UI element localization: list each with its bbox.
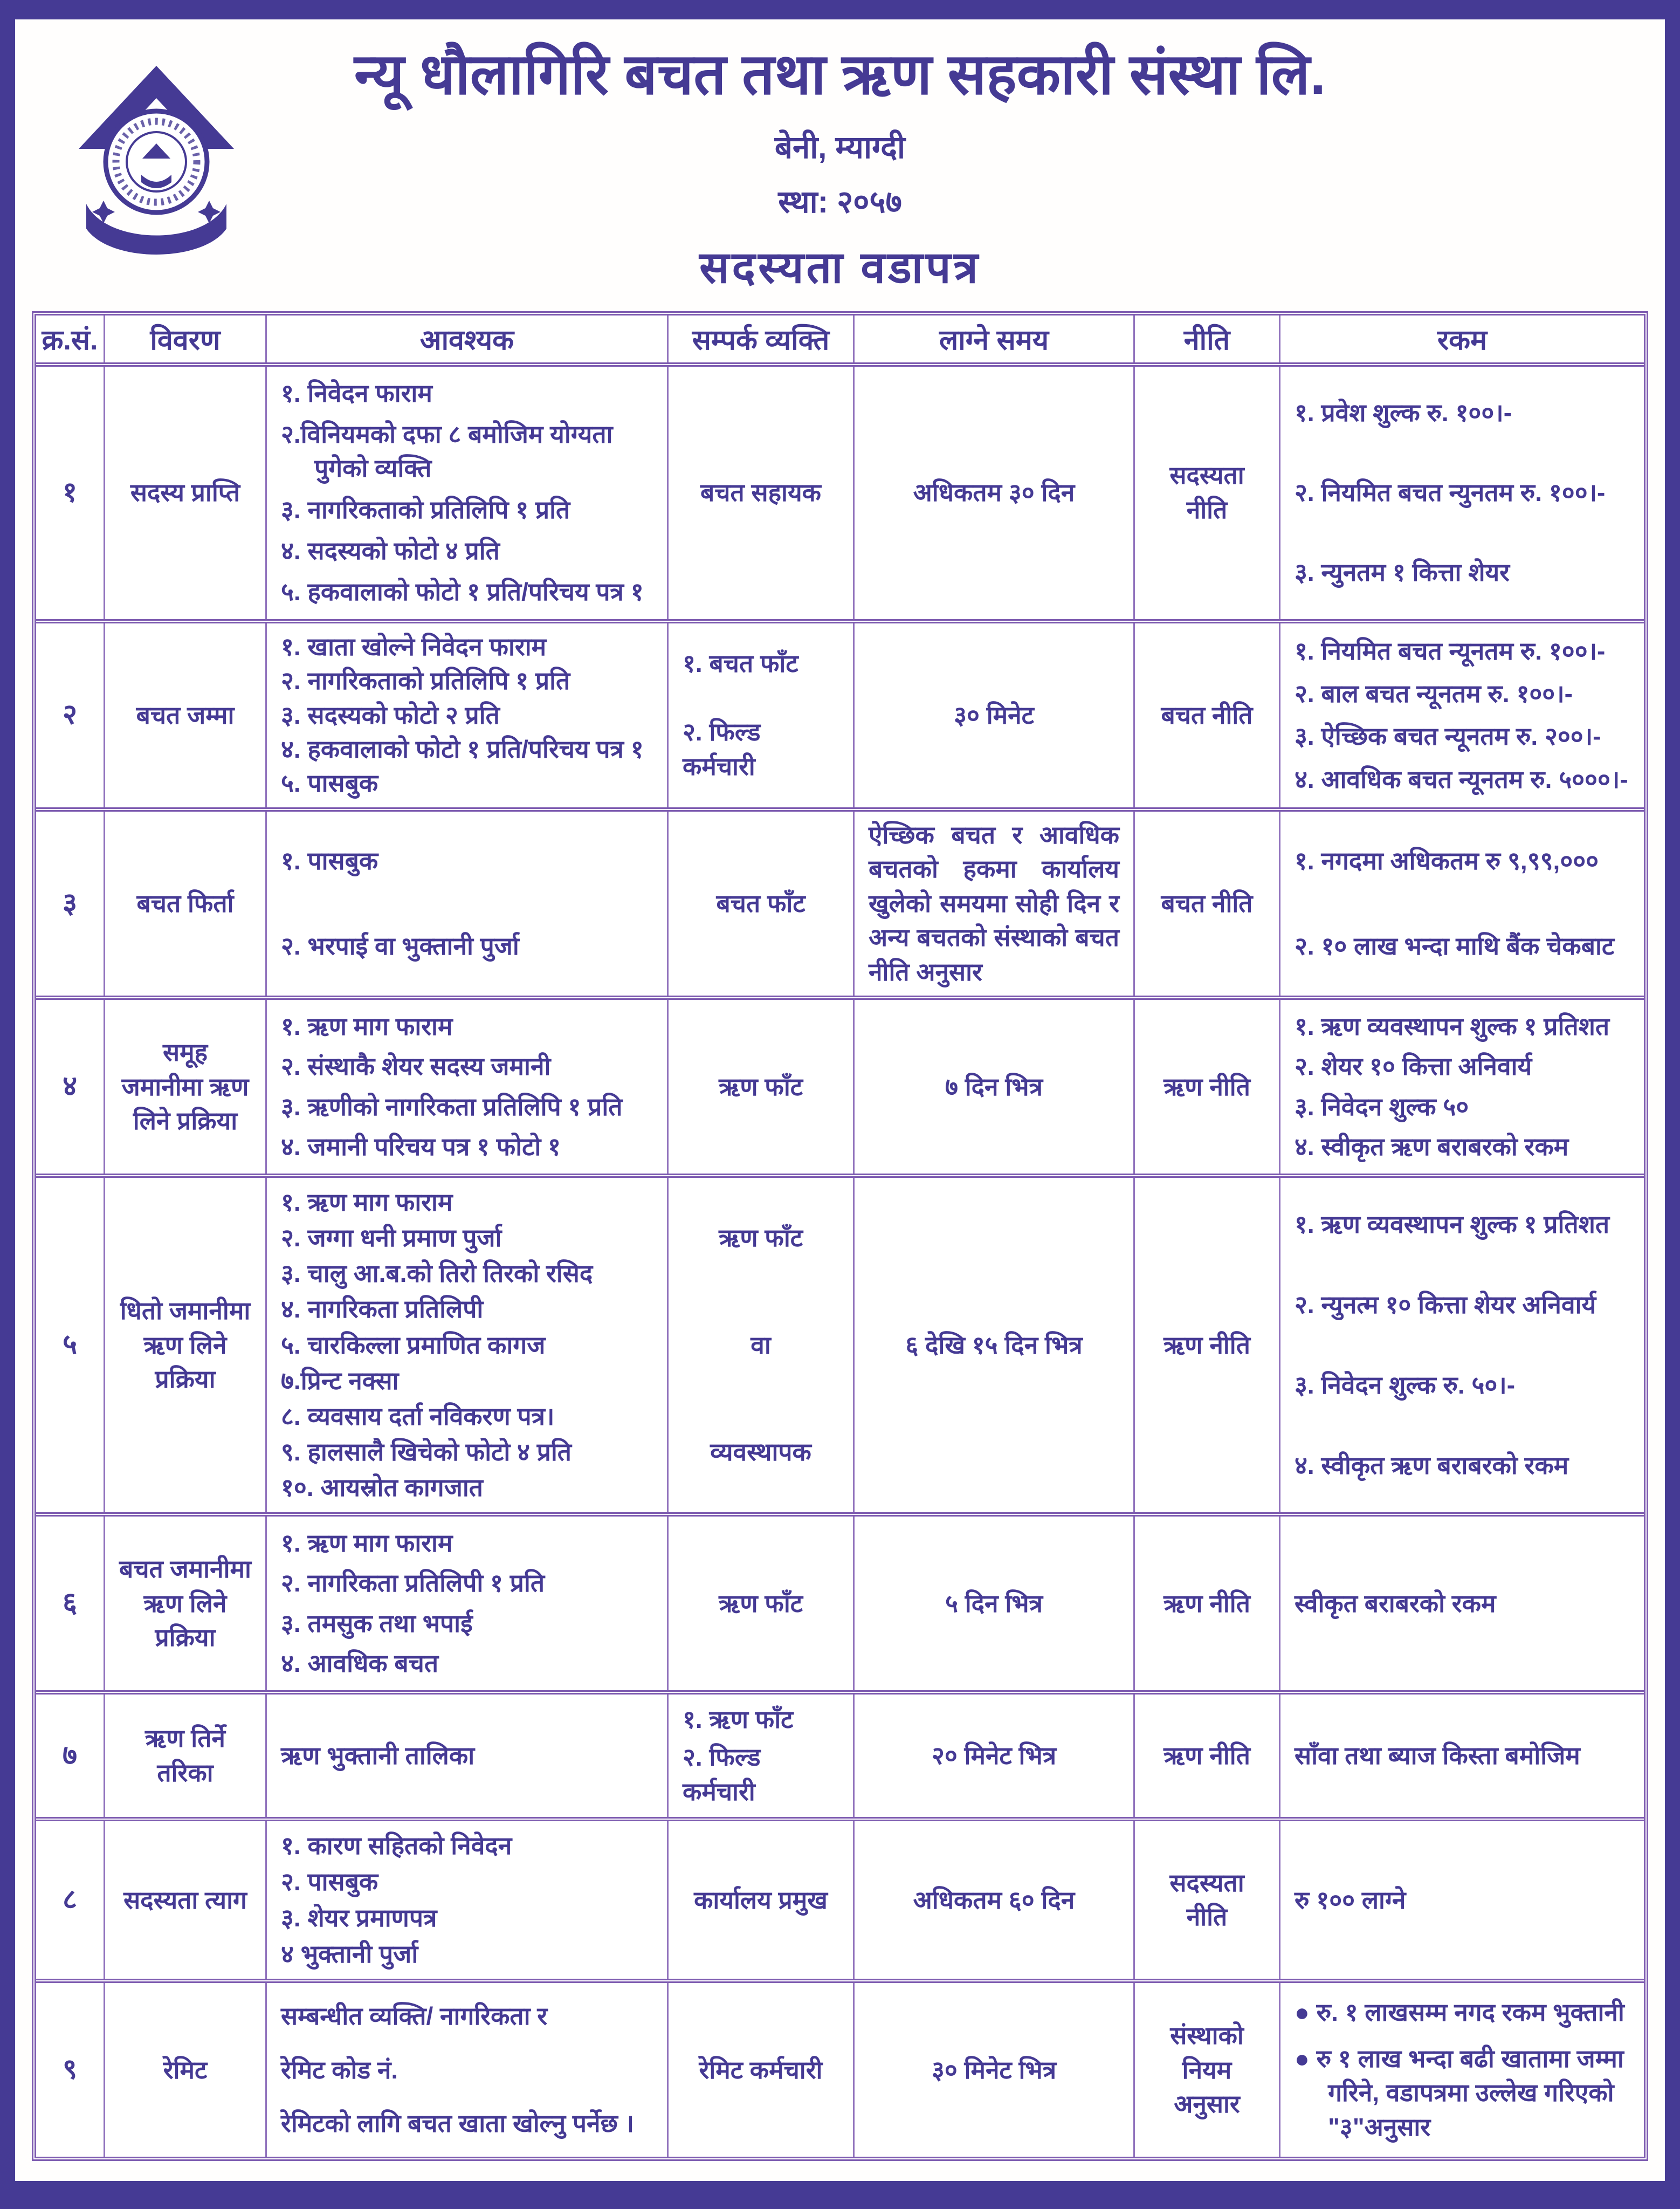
sn-list — [50, 1523, 89, 1684]
table-row — [36, 1817, 1644, 1979]
required-item: ४. हकवालाको फोटो १ प्रति/परिचय पत्र १ — [281, 735, 644, 763]
cell-policy — [1133, 1695, 1279, 1817]
policy-item: ऋण नीति — [1163, 1330, 1250, 1359]
cell-time — [853, 367, 1133, 619]
sn-item: ५ — [62, 1329, 78, 1361]
required-item: रेमिटको लागि बचत खाता खोल्नु पर्नेछ । — [281, 2109, 635, 2137]
required-item: ४ भुक्तानी पुर्जा — [281, 1940, 418, 1968]
time-item: ऐच्छिक बचत र आवधिक बचतको हकमा कार्यालय खुलेको समयमा सोही दिन र अन्य बचतको संस्थाको बचत नीति अनुसार — [869, 820, 1119, 986]
cell-sn — [36, 1983, 104, 2157]
sn-list — [50, 1990, 89, 2150]
detail-item: सदस्य प्राप्ति — [130, 478, 240, 506]
cell-required — [265, 1178, 667, 1512]
amount-item: २. १० लाख भन्दा माथि बैंक चेकबाट — [1295, 932, 1615, 961]
column-header-sn: क्र.सं. — [42, 324, 98, 356]
required-item: २. नागरिकता प्रतिलिपी १ प्रति — [281, 1569, 545, 1597]
table-row — [36, 619, 1644, 807]
policy-item: ऋण नीति — [1163, 1741, 1250, 1770]
cell-amount — [1279, 1000, 1644, 1174]
amount-item: १. ऋण व्यवस्थापन शुल्क १ प्रतिशत — [1295, 1210, 1610, 1239]
policy-item: संस्थाको नियम अनुसार — [1170, 2021, 1244, 2118]
amount-item: ४. स्वीकृत ऋण बराबरको रकम — [1295, 1451, 1569, 1480]
contact-item: ऋण फाँट — [719, 1589, 803, 1617]
sn-item: ४ — [62, 1071, 78, 1102]
organization-logo — [75, 51, 237, 266]
required-item: ऋण भुक्तानी तालिका — [281, 1741, 475, 1770]
cell-time — [853, 1983, 1133, 2157]
cell-required — [265, 1517, 667, 1690]
amount-item: २. न्युनत्म १० कित्ता शेयर अनिवार्य — [1295, 1291, 1596, 1319]
cell-detail — [104, 1983, 265, 2157]
amount-item: ४. स्वीकृत ऋण बराबरको रकम — [1295, 1133, 1569, 1161]
cell-amount — [1279, 1517, 1644, 1690]
amount-item: साँवा तथा ब्याज किस्ता बमोजिम — [1295, 1741, 1580, 1770]
table-row — [36, 1174, 1644, 1512]
cell-sn — [36, 1000, 104, 1174]
time-item: ५ दिन भित्र — [945, 1589, 1043, 1617]
sn-list — [50, 1184, 89, 1506]
time-item: ३० मिनेट — [954, 701, 1034, 729]
time-list — [869, 818, 1119, 989]
cell-sn — [36, 1178, 104, 1512]
contact-list — [683, 818, 839, 989]
cell-sn — [36, 1517, 104, 1690]
detail-item: ऋण तिर्ने तरिका — [145, 1724, 225, 1787]
organization-name: न्यू धौलागिरि बचत तथा ऋण सहकारी संस्था लि. — [354, 43, 1326, 106]
sn-item: २ — [62, 699, 78, 731]
column-header-amount: रकम — [1279, 315, 1644, 362]
amount-list — [1295, 1990, 1630, 2150]
amount-list — [1295, 1701, 1630, 1810]
required-item: १. पासबुक — [281, 846, 378, 875]
sn-item: ३ — [62, 887, 78, 919]
detail-item: समूह जमानीमा ऋण लिने प्रक्रिया — [121, 1038, 249, 1135]
established-year: स्था: २०५७ — [778, 184, 902, 219]
required-item: ७.प्रिन्ट नक्सा — [281, 1366, 399, 1395]
cell-contact — [667, 1983, 853, 2157]
required-item: ४. नागरिकता प्रतिलिपी — [281, 1295, 484, 1323]
table-row — [36, 1512, 1644, 1690]
time-item: २० मिनेट भित्र — [931, 1741, 1057, 1770]
cell-policy — [1133, 1000, 1279, 1174]
column-header-contact: सम्पर्क व्यक्ति — [667, 315, 853, 362]
required-list — [281, 1523, 653, 1684]
amount-item: रु १०० लाग्ने — [1295, 1885, 1406, 1914]
cell-required — [265, 1983, 667, 2157]
policy-item: बचत नीति — [1161, 889, 1253, 917]
detail-list — [119, 1184, 251, 1506]
sn-item: ७ — [62, 1739, 78, 1771]
amount-list — [1295, 1184, 1630, 1506]
table-row — [36, 367, 1644, 619]
required-item: ४. जमानी परिचय पत्र १ फोटो १ — [281, 1133, 561, 1161]
time-item: ६ देखि १५ दिन भित्र — [905, 1330, 1083, 1359]
time-item: ७ दिन भित्र — [945, 1072, 1043, 1101]
amount-item: ३. निवेदन शुल्क रु. ५०।- — [1295, 1371, 1516, 1400]
table-row — [36, 996, 1644, 1174]
sn-item: ९ — [62, 2054, 78, 2085]
cell-policy — [1133, 1517, 1279, 1690]
cell-time — [853, 1695, 1133, 1817]
cell-policy — [1133, 812, 1279, 996]
cell-required — [265, 1821, 667, 1979]
policy-list — [1149, 630, 1265, 801]
detail-list — [119, 818, 251, 989]
cell-required — [265, 1695, 667, 1817]
contact-list — [683, 1990, 839, 2150]
cell-contact — [667, 623, 853, 807]
cell-detail — [104, 1517, 265, 1690]
required-item: ३. तमसुक तथा भपाई — [281, 1609, 473, 1637]
amount-item: १. ऋण व्यवस्थापन शुल्क १ प्रतिशत — [1295, 1012, 1610, 1040]
required-item: सम्बन्धीत व्यक्ति/ नागरिकता र — [281, 2002, 548, 2030]
cell-policy — [1133, 1983, 1279, 2157]
cell-required — [265, 367, 667, 619]
required-item: ४. आवधिक बचत — [281, 1649, 439, 1678]
policy-list — [1149, 1990, 1265, 2150]
contact-list — [683, 1701, 839, 1810]
cell-amount — [1279, 623, 1644, 807]
contact-list — [683, 1184, 839, 1506]
policy-list — [1149, 1184, 1265, 1506]
amount-item: ३. निवेदन शुल्क ५० — [1295, 1092, 1469, 1121]
required-list — [281, 1701, 653, 1810]
cell-contact — [667, 1695, 853, 1817]
cell-amount — [1279, 1983, 1644, 2157]
time-list — [869, 1701, 1119, 1810]
cell-time — [853, 1178, 1133, 1512]
cell-time — [853, 812, 1133, 996]
cell-amount — [1279, 812, 1644, 996]
cell-contact — [667, 1517, 853, 1690]
required-item: ५. हकवालाको फोटो १ प्रति/परिचय पत्र १ — [281, 577, 644, 606]
sn-list — [50, 818, 89, 989]
amount-item: २. शेयर १० कित्ता अनिवार्य — [1295, 1052, 1532, 1081]
cell-required — [265, 812, 667, 996]
contact-item: २. फिल्ड कर्मचारी — [683, 1743, 761, 1806]
cell-amount — [1279, 1178, 1644, 1512]
time-item: ३० मिनेट भित्र — [931, 2055, 1057, 2084]
time-list — [869, 373, 1119, 613]
required-item: २. जग्गा धनी प्रमाण पुर्जा — [281, 1223, 502, 1252]
time-list — [869, 1990, 1119, 2150]
cell-contact — [667, 1000, 853, 1174]
policy-list — [1149, 1828, 1265, 1972]
detail-item: बचत जमानीमा ऋण लिने प्रक्रिया — [119, 1555, 251, 1652]
required-item: १. निवेदन फाराम — [281, 379, 432, 407]
cell-contact — [667, 367, 853, 619]
contact-item: व्यवस्थापक — [710, 1438, 811, 1466]
required-list — [281, 818, 653, 989]
cell-required — [265, 623, 667, 807]
detail-item: बचत फिर्ता — [136, 889, 234, 917]
required-list — [281, 1828, 653, 1972]
amount-item: २. बाल बचत न्यूनतम रु. १००।- — [1295, 679, 1573, 708]
cell-contact — [667, 812, 853, 996]
required-item: २.विनियमको दफा ८ बमोजिम योग्यता पुगेको व्यक्ति — [281, 420, 613, 483]
required-item: ३. नागरिकताको प्रतिलिपि १ प्रति — [281, 495, 570, 524]
sn-list — [50, 630, 89, 801]
cell-contact — [667, 1178, 853, 1512]
policy-item: बचत नीति — [1161, 701, 1253, 729]
required-item: १. ऋण माग फाराम — [281, 1188, 453, 1216]
amount-item: १. नगदमा अधिकतम रु ९,९९,००० — [1295, 846, 1599, 875]
required-item: ५. पासबुक — [281, 769, 378, 798]
amount-list — [1295, 1006, 1630, 1167]
required-item: २. संस्थाकै शेयर सदस्य जमानी — [281, 1052, 551, 1081]
policy-list — [1149, 1523, 1265, 1684]
contact-item: बचत फाँट — [716, 889, 805, 917]
detail-list — [119, 1990, 251, 2150]
contact-item: कार्यालय प्रमुख — [694, 1885, 828, 1914]
policy-list — [1149, 1701, 1265, 1810]
cell-required — [265, 1000, 667, 1174]
cell-sn — [36, 812, 104, 996]
cell-detail — [104, 1000, 265, 1174]
amount-item: ४. आवधिक बचत न्यूनतम रु. ५०००।- — [1295, 765, 1628, 793]
detail-item: सदस्यता त्याग — [123, 1885, 247, 1914]
policy-list — [1149, 373, 1265, 613]
cell-time — [853, 1000, 1133, 1174]
contact-item: ऋण फाँट — [719, 1223, 803, 1252]
amount-item: स्वीकृत बराबरको रकम — [1295, 1589, 1496, 1617]
contact-item: वा — [751, 1330, 771, 1359]
detail-list — [119, 1006, 251, 1167]
column-header-policy: नीति — [1133, 315, 1279, 362]
amount-item: १. प्रवेश शुल्क रु. १००।- — [1295, 398, 1512, 427]
cell-contact — [667, 1821, 853, 1979]
amount-list — [1295, 373, 1630, 613]
policy-list — [1149, 1006, 1265, 1167]
required-item: ३. चालु आ.ब.को तिरो तिरको रसिद — [281, 1259, 593, 1288]
required-list — [281, 630, 653, 801]
amount-item: १. नियमित बचत न्यूनतम रु. १००।- — [1295, 636, 1606, 665]
organization-address: बेनी, म्याग्दी — [774, 129, 906, 165]
cell-amount — [1279, 367, 1644, 619]
required-list — [281, 1990, 653, 2150]
contact-list — [683, 1006, 839, 1167]
policy-item: सदस्यता नीति — [1169, 461, 1244, 524]
detail-item: बचत जम्मा — [136, 701, 235, 729]
cell-detail — [104, 1178, 265, 1512]
required-item: ३. सदस्यको फोटो २ प्रति — [281, 701, 500, 729]
contact-item: बचत सहायक — [700, 478, 821, 506]
cell-policy — [1133, 623, 1279, 807]
time-list — [869, 1523, 1119, 1684]
cell-amount — [1279, 1821, 1644, 1979]
column-header-required: आवश्यक — [265, 315, 667, 362]
table-row — [36, 1690, 1644, 1817]
cell-detail — [104, 367, 265, 619]
policy-list — [1149, 818, 1265, 989]
table-row — [36, 807, 1644, 996]
required-item: २. भरपाई वा भुक्तानी पुर्जा — [281, 932, 519, 961]
amount-item: ● रु १ लाख भन्दा बढी खातामा जम्मा गरिने, वडापत्रमा उल्लेख गरिएको "३"अनुसार — [1295, 2044, 1624, 2141]
detail-list — [119, 1828, 251, 1972]
amount-list — [1295, 1828, 1630, 1972]
cell-sn — [36, 367, 104, 619]
detail-list — [119, 1701, 251, 1810]
cell-sn — [36, 1821, 104, 1979]
amount-item: ३. ऐच्छिक बचत न्यूनतम रु. २००।- — [1295, 722, 1601, 751]
amount-list — [1295, 630, 1630, 801]
required-item: रेमिट कोड नं. — [281, 2055, 398, 2084]
required-item: ५. चारकिल्ला प्रमाणित कागज — [281, 1330, 546, 1359]
amount-list — [1295, 1523, 1630, 1684]
logo-seal-outer-ring — [106, 111, 207, 212]
column-header-time: लाग्ने समय — [853, 315, 1133, 362]
sn-list — [50, 1828, 89, 1972]
contact-list — [683, 1523, 839, 1684]
detail-list — [119, 373, 251, 613]
amount-item: २. नियमित बचत न्युनतम रु. १००।- — [1295, 478, 1606, 506]
cell-time — [853, 1821, 1133, 1979]
contact-item: २. फिल्ड कर्मचारी — [683, 718, 761, 780]
required-item: ३. शेयर प्रमाणपत्र — [281, 1904, 437, 1932]
sn-list — [50, 1701, 89, 1810]
time-list — [869, 630, 1119, 801]
policy-item: ऋण नीति — [1163, 1589, 1250, 1617]
required-item: १. कारण सहितको निवेदन — [281, 1831, 512, 1860]
time-list — [869, 1006, 1119, 1167]
required-item: ८. व्यवसाय दर्ता नविकरण पत्र। — [281, 1402, 555, 1430]
time-list — [869, 1828, 1119, 1972]
required-list — [281, 373, 653, 613]
cell-detail — [104, 1821, 265, 1979]
cell-sn — [36, 623, 104, 807]
time-item: अधिकतम ६० दिन — [913, 1885, 1075, 1914]
required-item: ९. हालसालै खिचेको फोटो ४ प्रति — [281, 1438, 572, 1466]
required-item: २. नागरिकताको प्रतिलिपि १ प्रति — [281, 667, 570, 695]
cell-detail — [104, 623, 265, 807]
contact-item: १. ऋण फाँट — [683, 1705, 794, 1734]
time-list — [869, 1184, 1119, 1506]
column-header-detail: विवरण — [104, 315, 265, 362]
sn-item: ८ — [62, 1884, 78, 1916]
cell-policy — [1133, 367, 1279, 619]
sn-list — [50, 373, 89, 613]
required-item: २. पासबुक — [281, 1868, 378, 1896]
detail-item: धितो जमानीमा ऋण लिने प्रक्रिया — [120, 1296, 251, 1394]
charter-table-body — [36, 367, 1644, 2157]
required-item: १. ऋण माग फाराम — [281, 1012, 453, 1040]
cell-time — [853, 623, 1133, 807]
sn-item: ६ — [62, 1587, 78, 1619]
amount-list — [1295, 818, 1630, 989]
charter-title: सदस्यता वडापत्र — [699, 243, 981, 292]
cell-detail — [104, 1695, 265, 1817]
table-header-row — [36, 315, 1644, 367]
sn-list — [50, 1006, 89, 1167]
contact-item: १. बचत फाँट — [683, 649, 798, 678]
contact-list — [683, 373, 839, 613]
contact-item: ऋण फाँट — [719, 1072, 803, 1101]
cell-policy — [1133, 1821, 1279, 1979]
amount-item: ● रु. १ लाखसम्म नगद रकम भुक्तानी — [1295, 1998, 1624, 2027]
required-item: १. खाता खोल्ने निवेदन फाराम — [281, 632, 547, 661]
sn-item: १ — [62, 476, 78, 508]
contact-item: रेमिट कर्मचारी — [699, 2055, 823, 2084]
required-item: ४. सदस्यको फोटो ४ प्रति — [281, 536, 500, 565]
time-item: अधिकतम ३० दिन — [913, 478, 1075, 506]
cell-policy — [1133, 1178, 1279, 1512]
policy-item: ऋण नीति — [1163, 1072, 1250, 1101]
cell-detail — [104, 812, 265, 996]
required-item: १०. आयस्रोत कागजात — [281, 1473, 483, 1502]
policy-item: सदस्यता नीति — [1169, 1868, 1244, 1931]
required-list — [281, 1006, 653, 1167]
required-item: ३. ऋणीको नागरिकता प्रतिलिपि १ प्रति — [281, 1092, 623, 1121]
detail-list — [119, 1523, 251, 1684]
header — [15, 19, 1665, 296]
required-item: १. ऋण माग फाराम — [281, 1528, 453, 1557]
contact-list — [683, 1828, 839, 1972]
detail-list — [119, 630, 251, 801]
cell-amount — [1279, 1695, 1644, 1817]
cell-sn — [36, 1695, 104, 1817]
detail-item: रेमिट — [163, 2055, 208, 2084]
required-list — [281, 1184, 653, 1506]
charter-table — [32, 311, 1648, 2162]
cell-time — [853, 1517, 1133, 1690]
contact-list — [683, 630, 839, 801]
table-row — [36, 1979, 1644, 2157]
amount-item: ३. न्युनतम १ कित्ता शेयर — [1295, 558, 1510, 586]
